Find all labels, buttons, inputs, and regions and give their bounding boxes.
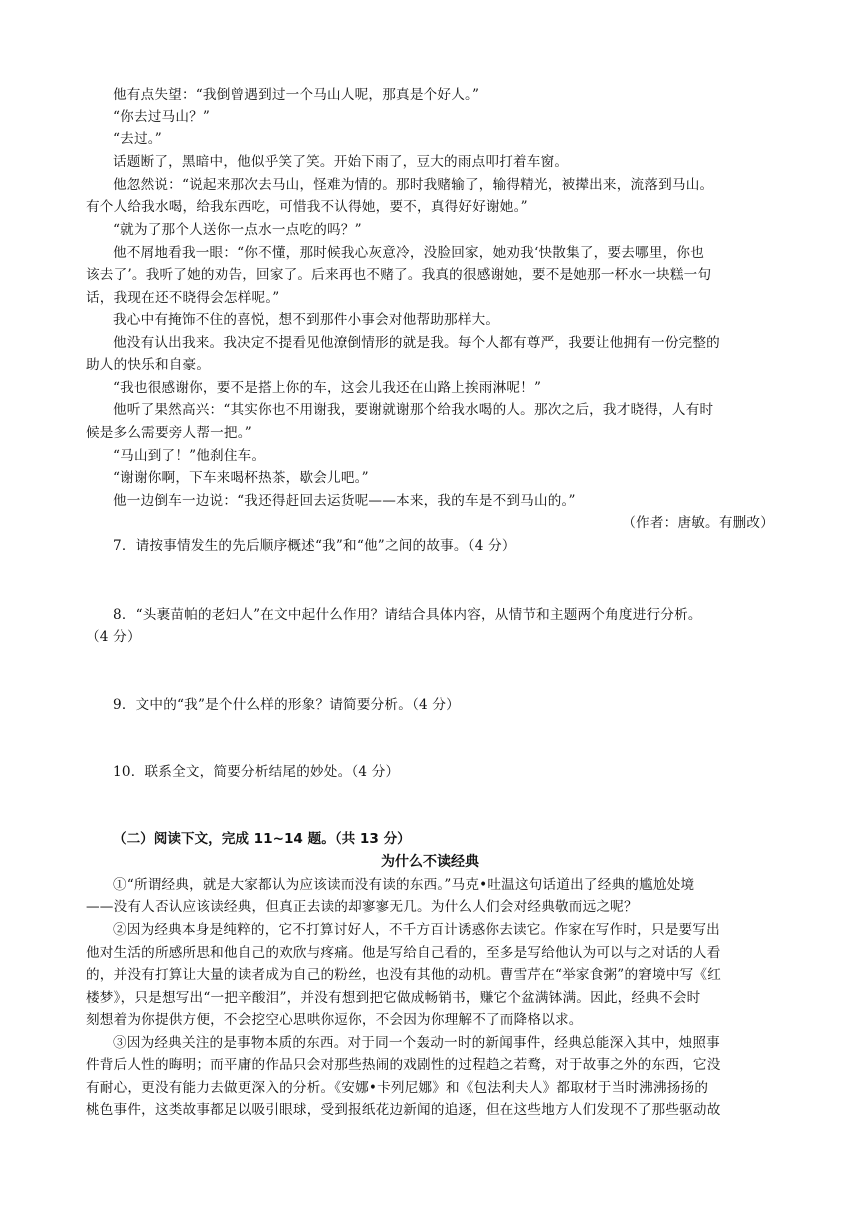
story-paragraph: “你去过马山？” [113, 109, 211, 125]
story-paragraph-cont: 该去了’。我听了她的劝告，回家了。后来再也不赌了。我真的很感谢她，要不是她那一杯水一块糕一句 [86, 267, 712, 283]
story-paragraph: “就为了那个人送你一点水一点吃的吗？” [113, 222, 362, 238]
story-paragraph-cont: 有个人给我水喝，给我东西吃，可惜我不认得她，要不，真得好好谢她。” [86, 199, 528, 215]
article-line: ——没有人否认应该读经典，但真正去读的却寥寥无几。为什么人们会对经典敬而远之呢？ [86, 899, 638, 915]
question-8: 8．“头裹苗帕的老妇人”在文中起什么作用？请结合具体内容，从情节和主题两个角度进行分析。 [113, 607, 702, 623]
story-paragraph: “我也很感谢你，要不是搭上你的车，这会儿我还在山路上挨雨淋呢！” [113, 380, 542, 396]
question-7: 7．请按事情发生的先后顺序概述“我”和“他”之间的故事。（4 分） [113, 538, 516, 554]
article-line: 的，并没有打算让大量的读者成为自己的粉丝，也没有其他的动机。曹雪芹在“举家食粥”的窘境中写《红 [86, 967, 722, 983]
story-paragraph-cont: 候是多么需要旁人帮一把。” [86, 425, 252, 441]
story-paragraph: 话题断了，黑暗中，他似乎笑了笑。开始下雨了，豆大的雨点叩打着车窗。 [113, 154, 569, 170]
article-line: 他对生活的所感所思和他自己的欢欣与疼痛。他是写给自己看的，至多是写给他认为可以与之对话的人看 [86, 945, 721, 961]
story-paragraph: 他有点失望：“我倒曾遇到过一个马山人呢，那真是个好人。” [113, 87, 480, 103]
story-paragraph: 他听了果然高兴：“其实你也不用谢我，要谢就谢那个给我水喝的人。那次之后，我才晓得，人有时 [113, 402, 714, 418]
story-paragraph: 他一边倒车一边说：“我还得赶回去运货呢——本来，我的车是不到马山的。” [113, 493, 576, 509]
section-heading: （二）阅读下文，完成 11~14 题。（共 13 分） [113, 831, 411, 847]
story-paragraph-cont: 助人的快乐和自豪。 [86, 357, 211, 373]
story-paragraph: 他忽然说：“说起来那次去马山，怪难为情的。那时我赌输了，输得精光，被撵出来，流落到马山。 [113, 177, 714, 193]
article-line: 有耐心，更没有能力去做更深入的分析。《安娜•卡列尼娜》和《包法利夫人》都取材于当时沸沸扬扬的 [86, 1080, 709, 1096]
article-line: ①“所谓经典，就是大家都认为应该读而没有读的东西。”马克•吐温这句话道出了经典的尴尬处境 [113, 877, 695, 893]
story-paragraph: “马山到了！”他刹住车。 [113, 448, 266, 464]
question-8-cont: （4 分） [86, 629, 141, 645]
article-line: 楼梦》，只是想写出“一把辛酸泪”，并没有想到把它做成畅销书，赚它个盆满钵满。因此，经典不会时 [86, 990, 701, 1006]
article-title: 为什么不读经典 [381, 854, 479, 870]
article-line: 桃色事件，这类故事都足以吸引眼球，受到报纸花边新闻的追逐，但在这些地方人们发现不了那些驱动故 [86, 1102, 721, 1118]
story-paragraph: 我心中有掩饰不住的喜悦，想不到那件小事会对他帮助那样大。 [113, 312, 500, 328]
story-paragraph-cont: 话，我现在还不晓得会怎样呢。” [86, 290, 280, 306]
author-note: （作者：唐敏。有删改） [622, 515, 774, 531]
story-paragraph: “谢谢你啊，下车来喝杯热茶，歇会儿吧。” [113, 470, 369, 486]
story-paragraph: 他不屑地看我一眼：“你不懂，那时候我心灰意冷，没脸回家，她劝我‘快散集了，要去哪里，你也 [113, 245, 705, 261]
article-line: ②因为经典本身是纯粹的，它不打算讨好人，不千方百计诱惑你去读它。作家在写作时，只是要写出 [113, 922, 720, 938]
article-line: 刻想着为你提供方便，不会挖空心思哄你逗你，不会因为你理解不了而降格以求。 [86, 1012, 583, 1028]
story-paragraph: “去过。” [113, 131, 162, 147]
question-9: 9．文中的“我”是个什么样的形象？请简要分析。（4 分） [113, 697, 460, 713]
article-line: ③因为经典关注的是事物本质的东西。对于同一个轰动一时的新闻事件，经典总能深入其中，烛照事 [113, 1035, 720, 1051]
story-paragraph: 他没有认出我来。我决定不提看见他潦倒情形的就是我。每个人都有尊严，我要让他拥有一份完整的 [113, 335, 720, 351]
article-line: 件背后人性的晦明；而平庸的作品只会对那些热闹的戏剧性的过程趋之若鹜，对于故事之外的东西，它没 [86, 1057, 721, 1073]
question-10: 10．联系全文，简要分析结尾的妙处。（4 分） [113, 764, 400, 780]
